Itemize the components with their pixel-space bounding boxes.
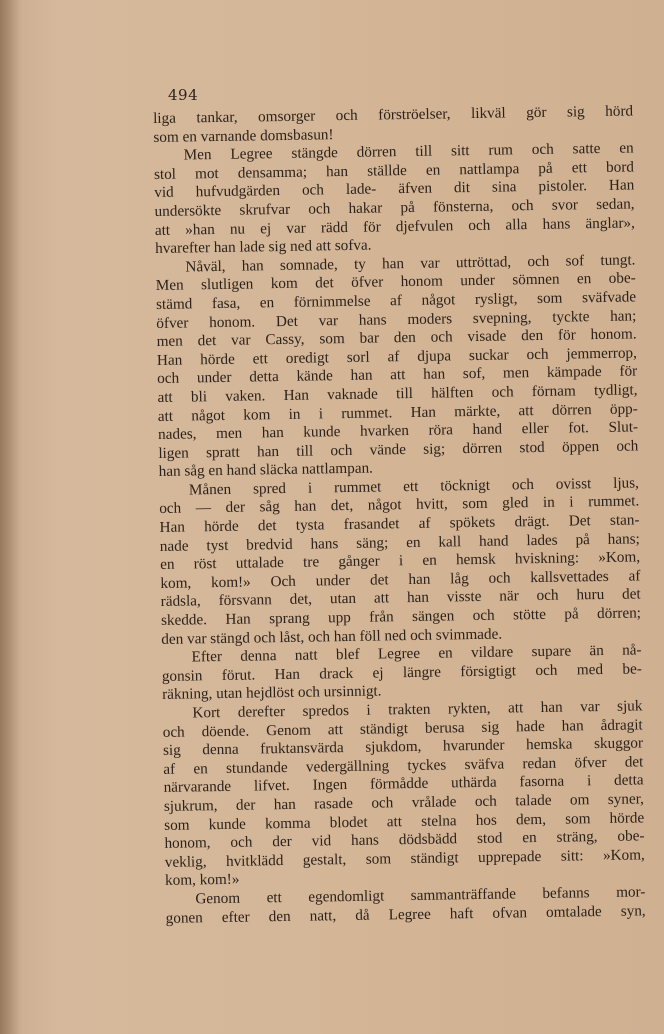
text-line: vid hufvudgärden och lade- äfven dit sina pistoler. Han [154, 176, 635, 202]
text-line: honom, och der vid hans dödsbädd stod en sträng, obe- [164, 827, 645, 853]
text-line: som en varnande domsbasun! [153, 125, 334, 146]
spine-shadow [0, 0, 22, 1034]
text-line: kom, kom!» [164, 871, 240, 890]
text-line: Månen spred i rummet ett töcknigt och ovisst ljus, [188, 474, 640, 499]
text-line: Men slutligen kom det öfver honom under sömnen en obe- [155, 269, 636, 295]
text-line: Efter denna natt blef Legree en vildare supare än nå- [191, 641, 642, 666]
text-line: närvarande lifvet. Ingen förmådde uthärda fasorna i detta [163, 771, 644, 797]
text-line: veklig, hvitklädd gestalt, som ständigt upprepade sitt: »Kom, [164, 846, 645, 871]
text-line: nade tyst bredvid hans säng; en kall hand lades på hans; [159, 530, 640, 555]
text-line: skedde. Han sprang upp från sängen och stötte på dörren; [160, 604, 642, 629]
text-line: ligen spratt han till och vände sig; dörren stod öppen och [158, 437, 639, 462]
text-line: den var stängd och låst, och han föll ned och svimmade. [161, 625, 503, 648]
text-line: stol mot densamma; han ställde en nattlampa på ett bord [153, 158, 635, 183]
text-line: och — der såg han det, något hvitt, som gled in i rummet. [159, 492, 640, 518]
text-line: Kort derefter spredos i trakten rykten, att han var sjuk [192, 697, 643, 722]
text-line: Han hörde det tysta frasandet af spökets drägt. Det stan- [159, 511, 640, 537]
text-line: gonen efter den natt, då Legree haft ofvan omtalade syn, [165, 901, 646, 927]
text-line: räkning, utan hejdlöst och ursinnigt. [162, 682, 382, 704]
text-line: liga tankar, omsorger och förströelser, likväl gör sig hörd [153, 102, 634, 127]
text-line: nades, men han kunde hvarken röra hand eller fot. Slut- [157, 418, 639, 444]
text-line: Men Legree stängde dörren till sitt rum och satte en [183, 139, 634, 164]
text-line: och döende. Genom att ständigt berusa sig hade han ådragit [162, 715, 643, 741]
text-line: Han hörde ett oredigt sorl af djupa suckar och jemmerrop, [156, 344, 638, 369]
text-line: stämd fasa, en förnimmelse af något rysligt, som sväfvade [155, 288, 637, 313]
text-line: att bli vaken. Han vaknade till hälften och förnam tydligt, [157, 381, 638, 406]
text-line: han såg en hand släcka nattlampan. [158, 459, 374, 481]
text-line: att något kom in i rummet. Han märkte, att dörren öpp- [157, 399, 638, 425]
text-line: Genom ett egendomligt sammanträffande befanns mor- [195, 883, 646, 908]
text-line: en röst uttalade tre gånger i en hemsk hviskning: »Kom, [160, 548, 641, 574]
text-line: af en stundande vedergällning tyckes sväfva redan öfver det [163, 753, 644, 778]
text-line: rädsla, försvann det, utan att han visste när och huru det [160, 585, 641, 611]
text-line: sig denna fruktansvärda sjukdom, hvarunder hemska skuggor [162, 734, 644, 760]
page-number: 494 [168, 86, 199, 104]
text-line: gonsin förut. Han drack ej längre försigtigt och med be- [161, 660, 642, 685]
text-line: Nåväl, han somnade, ty han var uttröttad, och sof tungt. [185, 251, 636, 276]
text-line: kom, kom!» Och under det han låg och kallsvettades af [160, 567, 641, 592]
text-line: och under detta kände han att han sof, men kämpade för [157, 362, 638, 388]
text-line: att »han nu ej var rädd för djefvulen och alla hans änglar», [154, 214, 635, 239]
text-line: undersökte skrufvar och hakar på fönsterna, och svor sedan, [154, 195, 635, 220]
text-line: hvarefter han lade sig ned att sofva. [155, 236, 372, 258]
text-line: öfver honom. Det var hans moders svepning, tyckte han; [156, 306, 637, 332]
text-line: sjukrum, der han rasade och vrålade och talade om syner, [163, 790, 645, 815]
text-line: som kunde komma blodet att stelna hos dem, som hörde [164, 808, 645, 834]
text-line: men det var Cassy, som bar den och visade den för honom. [156, 325, 637, 351]
body-text [153, 102, 646, 928]
